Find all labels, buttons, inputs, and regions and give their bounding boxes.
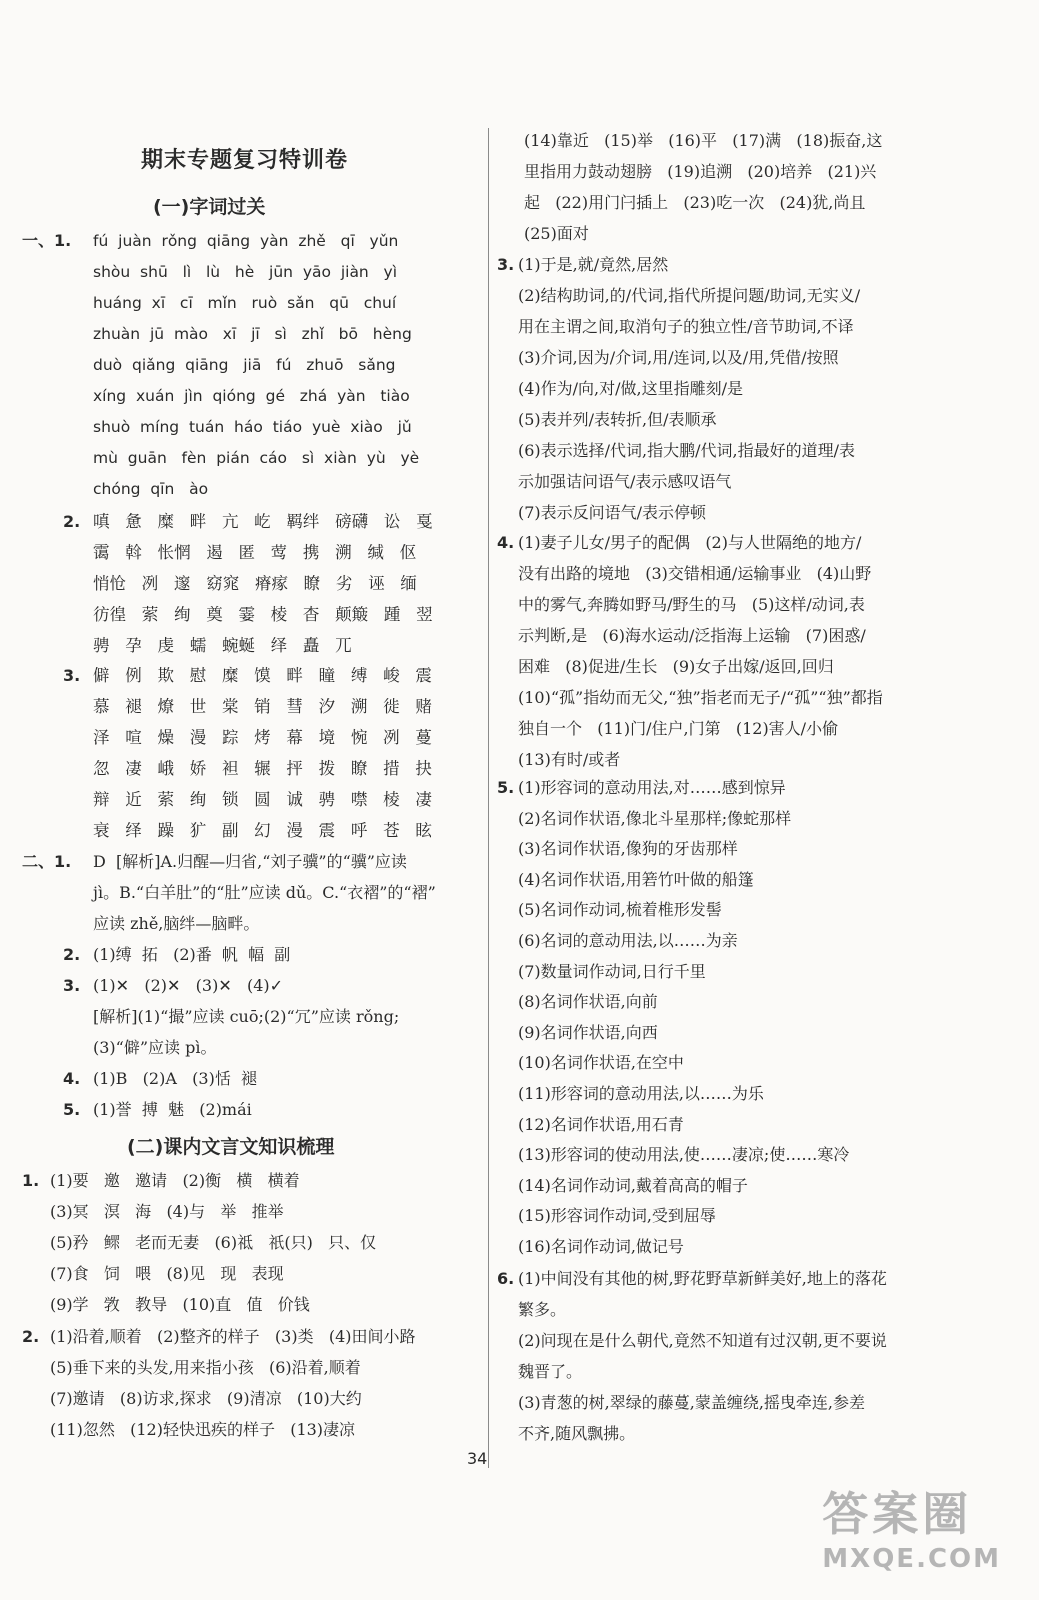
answer-line: (6)名词的意动用法,以……为亲 [518, 931, 738, 950]
answer-line: 中的雾气,奔腾如野马/野生的马 (5)这样/动词,表 [518, 595, 865, 614]
answer-line: 起 (22)用门闩插上 (23)吃一次 (24)犹,尚且 [524, 193, 866, 212]
answer-line: 忽 凄 峨 娇 袒 辗 抨 拨 瞭 措 抉 [93, 759, 432, 778]
answer-line: (3)青葱的树,翠绿的藤蔓,蒙盖缠绕,摇曳牵连,参差 [518, 1393, 866, 1412]
answer-line: 用在主谓之间,取消句子的独立性/音节助词,不译 [518, 317, 854, 336]
answer-line: 繁多。 [518, 1300, 567, 1319]
pinyin-line: shòu shū lì lù hè jūn yāo jiàn yì [93, 263, 398, 281]
answer-line: 魏晋了。 [518, 1362, 583, 1381]
answer-line: 慕 褪 燎 世 棠 销 彗 汐 溯 徙 赌 [93, 697, 432, 716]
answer-line: (8)名词作状语,向前 [518, 992, 658, 1012]
answer-line: 嗔 惫 糜 畔 亢 屹 羁绊 磅礴 讼 戛 [93, 512, 433, 531]
question-label: 3. [63, 666, 81, 685]
question-label: 2. [63, 945, 81, 964]
question-label: 3. [497, 255, 515, 274]
question-label: 4. [497, 533, 515, 552]
page-title: 期末专题复习特训卷 [141, 148, 349, 173]
watermark-url: MXQE.COM [822, 1544, 1001, 1574]
column-divider [488, 128, 489, 1468]
answer-line: 悄怆 冽 邃 窈窕 瘠瘃 瞭 劣 诬 缅 [93, 574, 417, 593]
answer-line: (25)面对 [524, 224, 589, 243]
answer-line: (7)表示反问语气/表示停顿 [518, 503, 707, 522]
answer-line: (1)B (2)A (3)恬 褪 [93, 1069, 257, 1088]
answer-line: (3)冥 溟 海 (4)与 举 推举 [50, 1202, 284, 1221]
answer-line: (7)食 饲 喂 (8)见 现 表现 [50, 1264, 284, 1283]
question-label: 3. [63, 976, 81, 995]
answer-line: (4)作为/向,对/做,这里指雕刻/是 [518, 379, 744, 398]
answer-line: (16)名词作动词,做记号 [518, 1237, 684, 1256]
pinyin-line: shuò míng tuán háo tiáo yuè xiào jǔ [93, 418, 412, 436]
answer-line: (14)名词作动词,戴着高高的帽子 [518, 1175, 748, 1195]
question-label: 2. [63, 512, 81, 531]
answer-line: (2)结构助词,的/代词,指代所提问题/助词,无实义/ [518, 286, 861, 305]
answer-line: (1)缚 拓 (2)番 帆 幅 副 [93, 945, 291, 964]
answer-line: (9)名词作状语,向西 [518, 1022, 658, 1042]
answer-line: (7)数量词作动词,日行千里 [518, 961, 706, 981]
answer-line: (10)“孤”指幼而无父,“独”指老而无子/“孤”“独”都指 [518, 688, 883, 707]
question-label: 4. [63, 1069, 81, 1088]
question-label: 2. [22, 1327, 40, 1346]
answer-line: (3)“僻”应读 pì。 [93, 1038, 217, 1057]
answer-line: (13)有时/或者 [518, 750, 621, 769]
answer-line: (7)邀请 (8)访求,探求 (9)清凉 (10)大约 [50, 1389, 362, 1408]
answer-line: D [解析]A.归醒—归省,“刘子骥”的“骥”应读 [93, 852, 407, 871]
answer-line: 应读 zhě,脑绊—脑畔。 [93, 914, 260, 933]
answer-line: 衰 绎 躁 犷 副 幻 漫 震 呼 苍 眩 [93, 821, 432, 840]
answer-line: (11)忽然 (12)轻快迅疾的样子 (13)凄凉 [50, 1420, 356, 1439]
page-number: 34 [467, 1449, 488, 1468]
answer-line: (1)沿着,顺着 (2)整齐的样子 (3)类 (4)田间小路 [50, 1327, 416, 1346]
answer-line: (10)名词作状语,在空中 [518, 1053, 684, 1073]
question-label: 6. [497, 1269, 515, 1288]
pinyin-line: mù guān fèn pián cáo sì xiàn yù yè [93, 449, 420, 467]
section-heading-2: (二)课内文言文知识梳理 [127, 1136, 335, 1158]
answer-line: 里指用力鼓动翅膀 (19)追溯 (20)培养 (21)兴 [524, 162, 877, 181]
answer-line: 没有出路的境地 (3)交错相通/运输事业 (4)山野 [518, 564, 872, 583]
answer-line: (3)名词作状语,像狗的牙齿那样 [518, 839, 738, 859]
answer-line: (11)形容词的意动用法,以……为乐 [518, 1084, 764, 1103]
section-heading-1: (一)字词过关 [153, 196, 266, 218]
answer-line: (1)要 邀 邀请 (2)衡 横 横着 [50, 1171, 300, 1190]
answer-line: (12)名词作状语,用石青 [518, 1114, 684, 1134]
answer-line: (5)表并列/表转折,但/表顺承 [518, 410, 717, 429]
answer-line: [解析](1)“撮”应读 cuō;(2)“冗”应读 rǒng; [93, 1007, 400, 1026]
answer-line: (1)中间没有其他的树,野花野草新鲜美好,地上的落花 [518, 1269, 887, 1288]
answer-line: 泽 喧 燥 漫 踪 烤 幕 境 惋 冽 蔓 [93, 728, 432, 747]
answer-line: (1)于是,就/竟然,居然 [518, 255, 669, 274]
answer-line: (3)介词,因为/介词,用/连词,以及/用,凭借/按照 [518, 348, 839, 367]
answer-line: 独自一个 (11)门/住户,门第 (12)害人/小偷 [518, 719, 839, 738]
pinyin-line: chóng qīn ào [93, 480, 209, 498]
answer-line: (5)垂下来的头发,用来指小孩 (6)沿着,顺着 [50, 1358, 361, 1377]
pinyin-line: huáng xī cī mǐn ruò sǎn qū chuí [93, 294, 397, 312]
answer-line: 困难 (8)促进/生长 (9)女子出嫁/返回,回归 [518, 657, 834, 676]
pinyin-line: zhuàn jū mào xī jī sì zhǐ bō hèng [93, 325, 412, 343]
question-label: 二、1. [22, 852, 72, 871]
pinyin-line: fú juàn rǒng qiāng yàn zhě qī yǔn [93, 232, 399, 250]
answer-line: (5)矜 鳏 老而无妻 (6)祗 祇(只) 只、仅 [50, 1233, 377, 1252]
answer-line: (2)问现在是什么朝代,竟然不知道有过汉朝,更不要说 [518, 1331, 887, 1350]
answer-line: 不齐,随风飘拂。 [518, 1424, 636, 1443]
answer-line: 示加强诘问语气/表示感叹语气 [518, 472, 732, 491]
answer-line: (15)形容词作动词,受到屈辱 [518, 1206, 716, 1226]
answer-line: (1)妻子儿女/男子的配偶 (2)与人世隔绝的地方/ [518, 533, 862, 552]
answer-line: 僻 例 欺 慰 糜 馍 畔 瞳 缚 峻 震 [93, 666, 432, 685]
answer-line: (1)誉 搏 魅 (2)mái [93, 1100, 252, 1119]
question-label: 5. [63, 1100, 81, 1119]
answer-line: 示判断,是 (6)海水运动/泛指海上运输 (7)困惑/ [518, 626, 866, 645]
question-label: 一、1. [22, 231, 72, 250]
answer-line: (5)名词作动词,梳着椎形发髻 [518, 900, 722, 920]
watermark [822, 1478, 1001, 1574]
answer-line: 骋 孕 虔 蠕 蜿蜒 绎 矗 兀 [93, 636, 352, 655]
watermark-logo: 答案圈 [822, 1487, 973, 1541]
answer-line: (14)靠近 (15)举 (16)平 (17)满 (18)振奋,这 [524, 131, 883, 150]
answer-line: jì。B.“白羊肚”的“肚”应读 dǔ。C.“衣褶”的“褶” [93, 883, 436, 902]
answer-line: (4)名词作状语,用箬竹叶做的船篷 [518, 869, 754, 889]
answer-line: (6)表示选择/代词,指大鹏/代词,指最好的道理/表 [518, 441, 856, 460]
answer-line: 彷徨 萦 绚 奠 霎 棱 杳 颠簸 踵 翌 [93, 605, 433, 624]
question-label: 1. [22, 1171, 40, 1190]
pinyin-line: xíng xuán jìn qióng gé zhá yàn tiào [93, 387, 410, 405]
answer-line: (1)✕ (2)✕ (3)✕ (4)✓ [93, 976, 284, 995]
answer-line: (9)学 敩 教导 (10)直 值 价钱 [50, 1295, 310, 1314]
question-label: 5. [497, 778, 515, 797]
answer-line: (2)名词作状语,像北斗星那样;像蛇那样 [518, 808, 792, 828]
answer-line: (1)形容词的意动用法,对……感到惊异 [518, 778, 786, 797]
answer-line: 辩 近 萦 绚 锁 圆 诚 骋 噤 棱 凄 [93, 790, 432, 809]
answer-line: 霭 斡 怅惘 遏 匿 莺 携 溯 缄 伛 [93, 543, 417, 562]
answer-line: (13)形容词的使动用法,使……凄凉;使……寒冷 [518, 1145, 850, 1165]
pinyin-line: duò qiǎng qiāng jiā fú zhuō sǎng [93, 356, 396, 374]
